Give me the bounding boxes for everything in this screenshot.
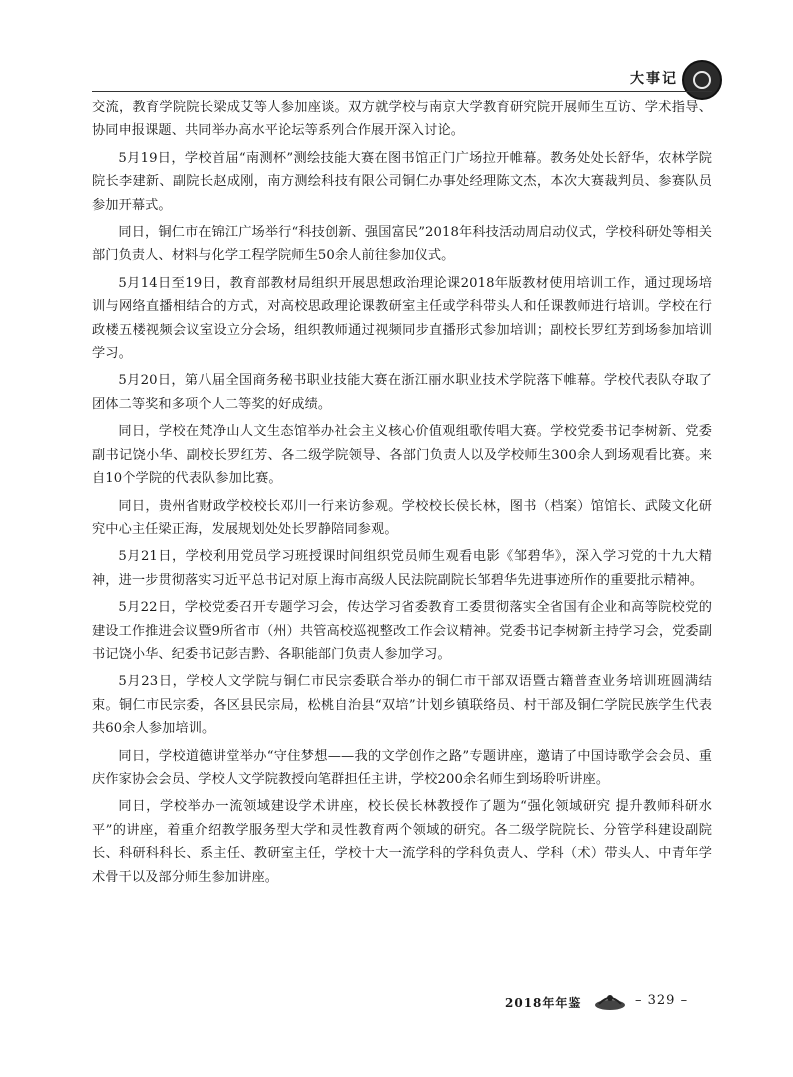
running-header [92, 60, 712, 92]
yearbook-emblem-icon [593, 990, 627, 1012]
paragraph: 同日，学校道德讲堂举办“守住梦想——我的文学创作之路”专题讲座，邀请了中国诗歌学会会员、重庆作家协会会员、学校人文学院教授向笔群担任主讲，学校200余名师生到场聆听讲座。 [92, 748, 712, 787]
paragraph: 交流，教育学院院长梁成艾等人参加座谈。双方就学校与南京大学教育研究院开展师生互访、学术指导、协同申报课题、共同举办高水平论坛等系列合作展开深入讨论。 [92, 100, 712, 139]
header-rule [92, 91, 712, 92]
paragraph: 5月19日，学校首届“南测杯”测绘技能大赛在图书馆正门广场拉开帷幕。教务处处长舒华，农林学院院长李建新、副院长赵成刚，南方测绘科技有限公司铜仁办事处经理陈文杰，本次大赛裁判员、参赛队员参加开幕式。 [92, 150, 712, 213]
paragraph: 同日，学校举办一流领域建设学术讲座，校长侯长林教授作了题为“强化领域研究 提升教师科研水平”的讲座，着重介绍教学服务型大学和灵性教育两个领域的研究。各二级学院院长、分管学科建设副院长、科研科科长、系主任、教研室主任，学校十大一流学科的学科负责人、学科（术）带头人、中青年学术骨干以及部分师生参加讲座。 [92, 799, 712, 885]
page-number: – 329 – [635, 993, 689, 1008]
paragraph: 同日，铜仁市在锦江广场举行“科技创新、强国富民”2018年科技活动周启动仪式，学校科研处等相关部门负责人、材料与化学工程学院师生50余人前往参加仪式。 [92, 225, 712, 264]
page-footer [505, 990, 725, 1014]
yearbook-label: 2018年年鉴 [505, 996, 582, 1010]
paragraph: 5月22日，学校党委召开专题学习会，传达学习省委教育工委贯彻落实全省国有企业和高等院校党的建设工作推进会议暨9所省市（州）共管高校巡视整改工作会议精神。党委书记李树新主持学习会，党委副书记饶小华、纪委书记彭吉黔、各职能部门负责人参加学习。 [92, 600, 712, 662]
section-title: 大事记 [630, 71, 678, 87]
paragraph: 5月20日，第八届全国商务秘书职业技能大赛在浙江丽水职业技术学院落下帷幕。学校代表队夺取了团体二等奖和多项个人二等奖的好成绩。 [92, 373, 712, 412]
paragraph: 5月14日至19日，教育部教材局组织开展思想政治理论课2018年版教材使用培训工作，通过现场培训与网络直播相结合的方式，对高校思政理论课教研室主任或学科带头人和任课教师进行培训。学校在行政楼五楼视频会议室设立分会场，组织教师通过视频同步直播形式参加培训；副校长罗红芳到场参加培训学习。 [92, 275, 712, 362]
paragraph: 同日，贵州省财政学校校长邓川一行来访参观。学校校长侯长林，图书（档案）馆馆长、武陵文化研究中心主任梁正海，发展规划处处长罗静陪同参观。 [92, 498, 712, 537]
paragraph: 同日，学校在梵净山人文生态馆举办社会主义核心价值观组歌传唱大赛。学校党委书记李树新、党委副书记饶小华、副校长罗红芳、各二级学院领导、各部门负责人以及学校师生300余人到场观看比赛。来自10个学院的代表队参加比赛。 [92, 424, 712, 487]
paragraph: 5月23日，学校人文学院与铜仁市民宗委联合举办的铜仁市干部双语暨古籍普查业务培训班圆满结束。铜仁市民宗委，各区县民宗局，松桃自治县“双培”计划乡镇联络员、村干部及铜仁学院民族学生代表共60余人参加培训。 [92, 674, 712, 737]
article-body [92, 96, 712, 889]
paragraph: 5月21日，学校利用党员学习班授课时间组织党员师生观看电影《邹碧华》，深入学习党的十九大精神，进一步贯彻落实习近平总书记对原上海市高级人民法院副院长邹碧华先进事迹所作的重要批示精神。 [92, 549, 712, 588]
seal-ring [693, 71, 711, 89]
university-seal-icon [682, 60, 722, 100]
